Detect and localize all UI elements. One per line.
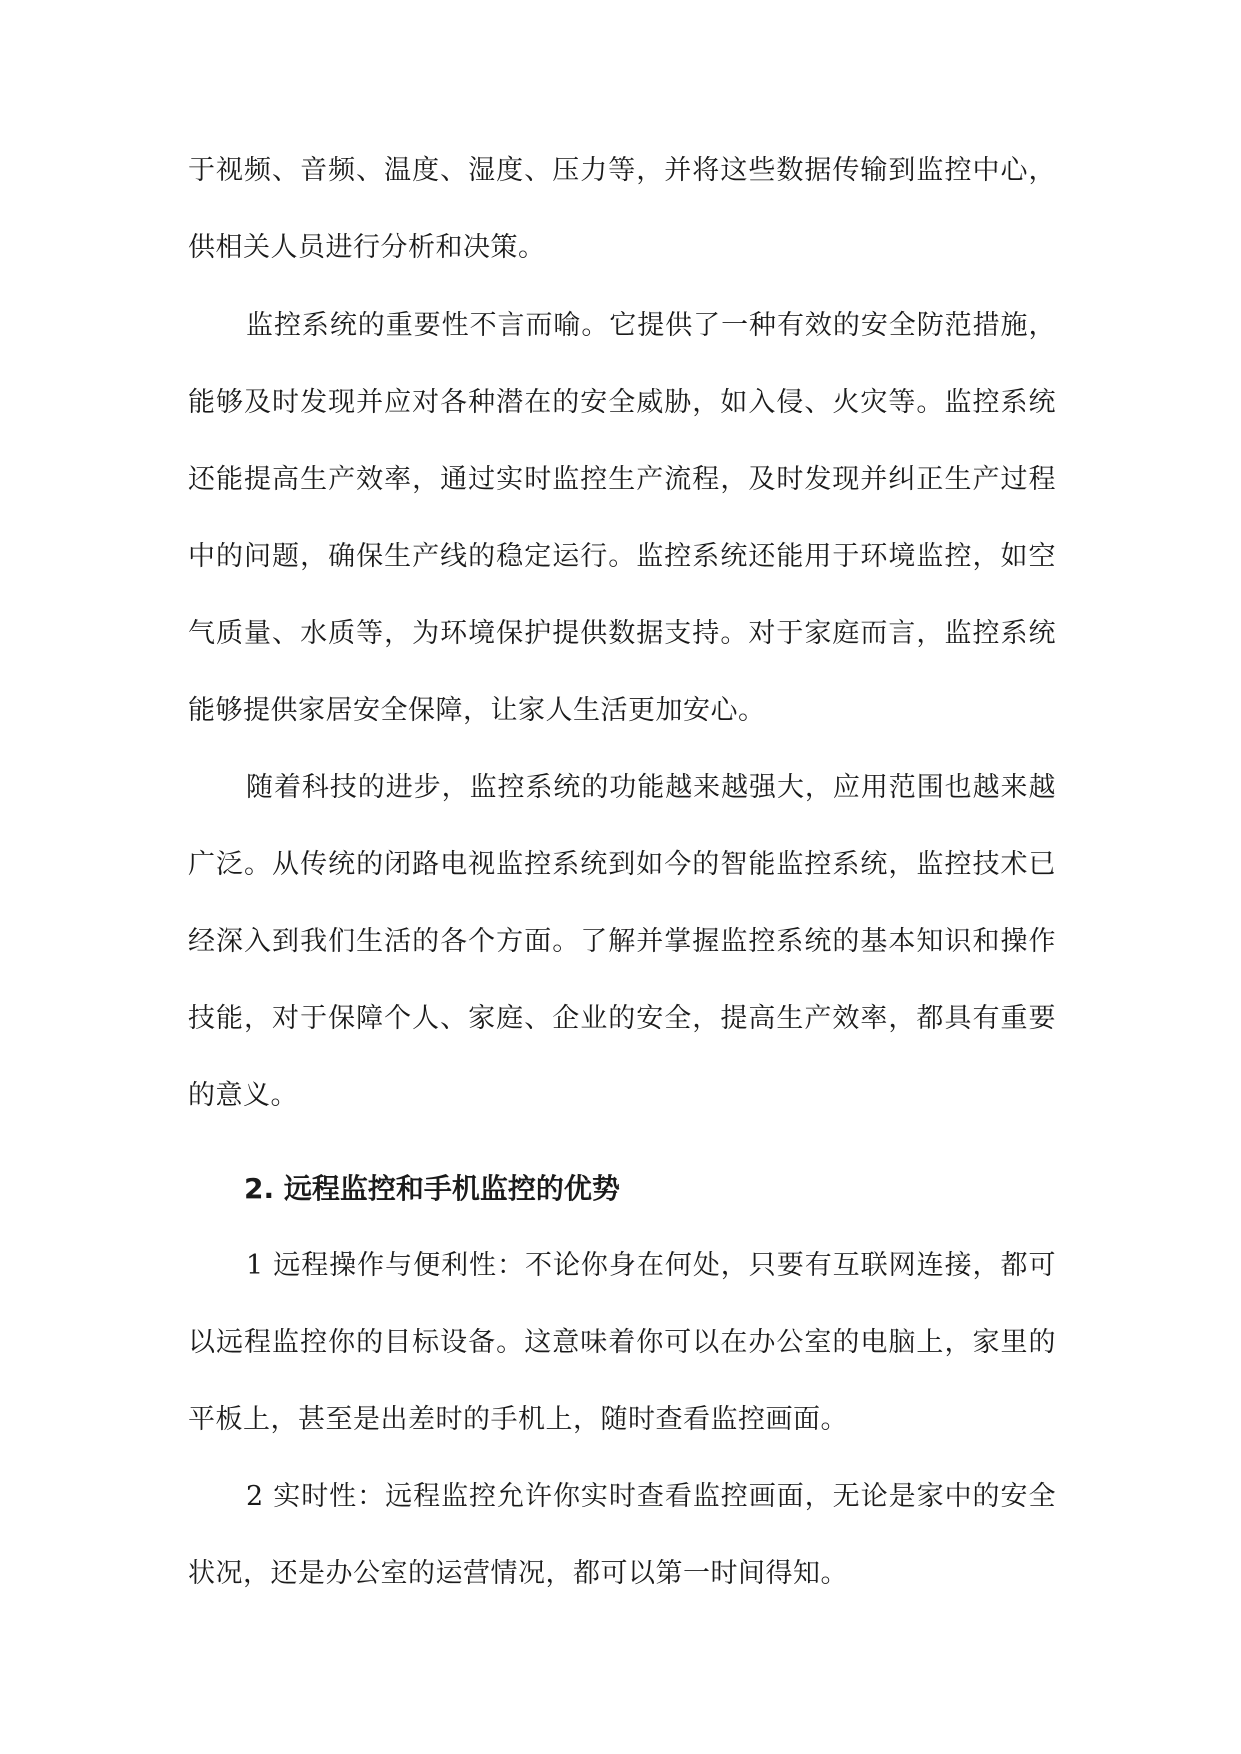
paragraph-remote-operation: 1 远程操作与便利性：不论你身在何处，只要有互联网连接，都可以远程监控你的目标设备。这意味着你可以在办公室的电脑上，家里的平板上，甚至是出差时的手机上，随时查看监控画面。 [188,1250,1056,1435]
section-heading: 2. 远程监控和手机监控的优势 [244,1172,620,1205]
paragraph-continuation: 于视频、音频、温度、湿度、压力等，并将这些数据传输到监控中心，供相关人员进行分析和决策。 [188,155,1056,263]
paragraph-realtime: 2 实时性：远程监控允许你实时查看监控画面，无论是家中的安全状况，还是办公室的运营情况，都可以第一时间得知。 [188,1481,1056,1589]
paragraph-importance: 监控系统的重要性不言而喻。它提供了一种有效的安全防范措施，能够及时发现并应对各种潜在的安全威胁，如入侵、火灾等。监控系统还能提高生产效率，通过实时监控生产流程，及时发现并纠正生产过程中的问题，确保生产线的稳定运行。监控系统还能用于环境监控，如空气质量、水质等，为环境保护提供数据支持。对于家庭而言，监控系统能够提供家居安全保障，让家人生活更加安心。 [188,310,1056,726]
paragraph-development: 随着科技的进步，监控系统的功能越来越强大，应用范围也越来越广泛。从传统的闭路电视监控系统到如今的智能监控系统，监控技术已经深入到我们生活的各个方面。了解并掌握监控系统的基本知识和操作技能，对于保障个人、家庭、企业的安全，提高生产效率，都具有重要的意义。 [188,772,1056,1111]
